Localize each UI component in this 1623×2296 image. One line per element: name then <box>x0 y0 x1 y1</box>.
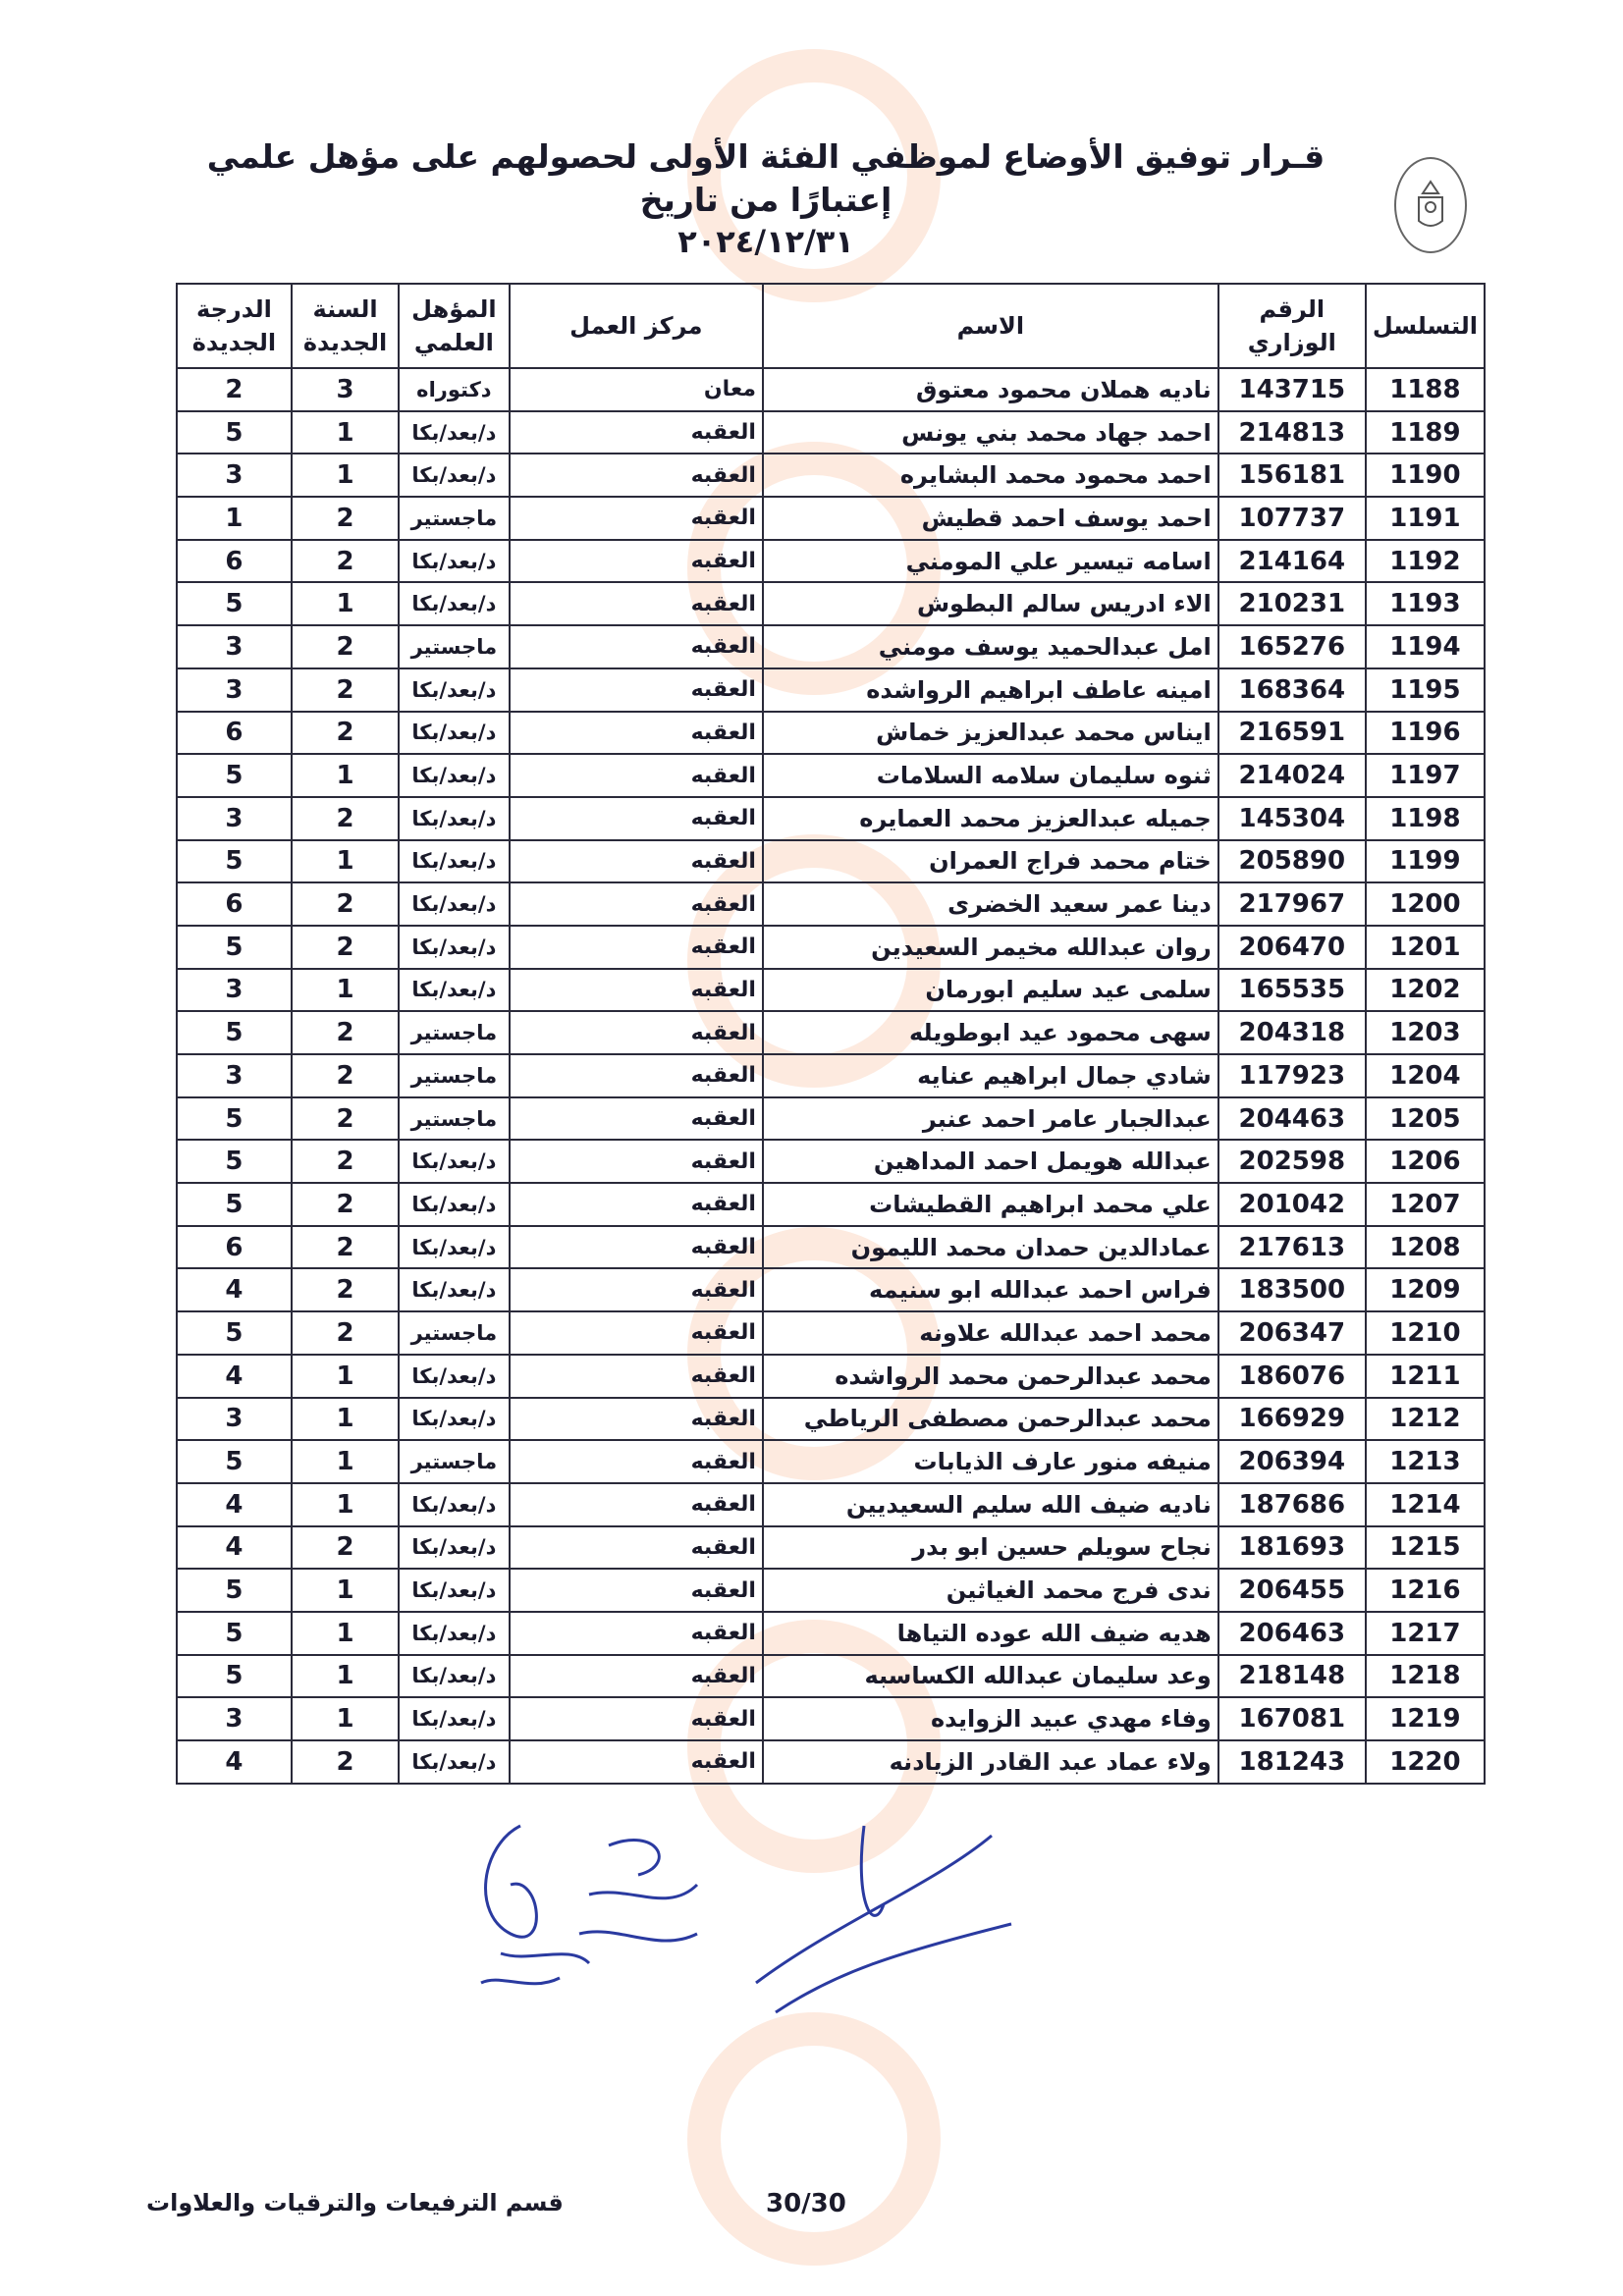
cell-ministry-id: 181693 <box>1218 1526 1366 1570</box>
cell-new-year: 2 <box>292 926 399 969</box>
cell-name: دينا عمر سعيد الخضرى <box>763 882 1218 926</box>
cell-ministry-id: 107737 <box>1218 497 1366 540</box>
cell-serial: 1204 <box>1366 1054 1485 1097</box>
cell-ministry-id: 202598 <box>1218 1140 1366 1183</box>
cell-new-year: 1 <box>292 1655 399 1698</box>
cell-qualification: د/بعد/بكا <box>399 1740 509 1784</box>
cell-ministry-id: 168364 <box>1218 668 1366 712</box>
cell-work-center: العقبه <box>510 882 763 926</box>
cell-qualification: د/بعد/بكا <box>399 454 509 497</box>
col-header-new-year: السنة الجديدة <box>292 284 399 368</box>
table-row <box>177 1526 1485 1570</box>
document-title: قـرار توفيق الأوضاع لموظفي الفئة الأولى لحصولهم على مؤهل علمي إعتبارًا من تاريخ <box>206 137 1325 219</box>
cell-qualification: ماجستير <box>399 1311 509 1355</box>
cell-new-grade: 5 <box>177 926 292 969</box>
table-row <box>177 540 1485 583</box>
cell-ministry-id: 117923 <box>1218 1054 1366 1097</box>
cell-new-grade: 5 <box>177 840 292 883</box>
cell-work-center: العقبه <box>510 582 763 625</box>
cell-new-grade: 4 <box>177 1355 292 1398</box>
signature <box>461 1787 1031 2052</box>
table-row <box>177 1697 1485 1740</box>
cell-work-center: العقبه <box>510 1355 763 1398</box>
table-row <box>177 497 1485 540</box>
cell-ministry-id: 143715 <box>1218 368 1366 411</box>
cell-ministry-id: 214813 <box>1218 411 1366 454</box>
cell-new-grade: 3 <box>177 625 292 668</box>
cell-new-grade: 6 <box>177 882 292 926</box>
cell-name: وعد سليمان عبدالله الكساسبه <box>763 1655 1218 1698</box>
cell-name: اسامه تيسير علي المومني <box>763 540 1218 583</box>
title-block <box>157 135 1375 261</box>
cell-qualification: ماجستير <box>399 1440 509 1483</box>
cell-new-year: 2 <box>292 712 399 755</box>
table-row <box>177 1183 1485 1226</box>
cell-new-year: 1 <box>292 411 399 454</box>
cell-qualification: ماجستير <box>399 1054 509 1097</box>
cell-qualification: د/بعد/بكا <box>399 582 509 625</box>
cell-new-grade: 5 <box>177 1569 292 1612</box>
cell-qualification: د/بعد/بكا <box>399 754 509 797</box>
cell-qualification: د/بعد/بكا <box>399 1697 509 1740</box>
cell-name: محمد عبدالرحمن مصطفى الرياطي <box>763 1398 1218 1441</box>
cell-name: وفاء مهدي عبيد الزوايده <box>763 1697 1218 1740</box>
cell-qualification: د/بعد/بكا <box>399 1526 509 1570</box>
cell-work-center: العقبه <box>510 540 763 583</box>
document-date: ٢٠٢٤/١٢/٣١ <box>677 223 854 260</box>
cell-serial: 1190 <box>1366 454 1485 497</box>
cell-new-year: 2 <box>292 1268 399 1311</box>
cell-new-year: 2 <box>292 1054 399 1097</box>
cell-new-year: 1 <box>292 754 399 797</box>
cell-new-year: 1 <box>292 1355 399 1398</box>
cell-new-year: 1 <box>292 582 399 625</box>
cell-name: الاء ادريس سالم البطوش <box>763 582 1218 625</box>
cell-work-center: العقبه <box>510 1569 763 1612</box>
table-row <box>177 1440 1485 1483</box>
cell-name: ناديه هملان محمود معتوق <box>763 368 1218 411</box>
cell-qualification: د/بعد/بكا <box>399 1183 509 1226</box>
cell-serial: 1216 <box>1366 1569 1485 1612</box>
cell-name: ثنوه سليمان سلامه السلامات <box>763 754 1218 797</box>
cell-qualification: د/بعد/بكا <box>399 840 509 883</box>
cell-serial: 1217 <box>1366 1612 1485 1655</box>
cell-work-center: العقبه <box>510 1226 763 1269</box>
cell-new-year: 2 <box>292 1140 399 1183</box>
table-row <box>177 754 1485 797</box>
table-row <box>177 582 1485 625</box>
cell-serial: 1219 <box>1366 1697 1485 1740</box>
cell-serial: 1197 <box>1366 754 1485 797</box>
cell-name: شادي جمال ابراهيم عنايه <box>763 1054 1218 1097</box>
cell-serial: 1193 <box>1366 582 1485 625</box>
cell-new-year: 2 <box>292 1226 399 1269</box>
cell-serial: 1189 <box>1366 411 1485 454</box>
cell-serial: 1196 <box>1366 712 1485 755</box>
cell-name: ايناس محمد عبدالعزيز خماش <box>763 712 1218 755</box>
cell-qualification: د/بعد/بكا <box>399 1226 509 1269</box>
cell-name: ولاء عماد عبد القادر الزيادنه <box>763 1740 1218 1784</box>
col-header-qualification: المؤهل العلمي <box>399 284 509 368</box>
cell-new-grade: 3 <box>177 668 292 712</box>
cell-name: نجاح سويلم حسين ابو بدر <box>763 1526 1218 1570</box>
cell-serial: 1211 <box>1366 1355 1485 1398</box>
cell-qualification: د/بعد/بكا <box>399 540 509 583</box>
cell-ministry-id: 156181 <box>1218 454 1366 497</box>
cell-ministry-id: 206470 <box>1218 926 1366 969</box>
cell-new-grade: 6 <box>177 712 292 755</box>
table-row <box>177 668 1485 712</box>
cell-work-center: العقبه <box>510 454 763 497</box>
cell-work-center: العقبه <box>510 497 763 540</box>
cell-name: ناديه ضيف الله سليم السعيديين <box>763 1483 1218 1526</box>
cell-serial: 1218 <box>1366 1655 1485 1698</box>
cell-qualification: ماجستير <box>399 1011 509 1054</box>
cell-ministry-id: 206463 <box>1218 1612 1366 1655</box>
table-row <box>177 625 1485 668</box>
cell-new-year: 2 <box>292 1183 399 1226</box>
cell-ministry-id: 165276 <box>1218 625 1366 668</box>
cell-ministry-id: 187686 <box>1218 1483 1366 1526</box>
col-header-new-grade: الدرجة الجديدة <box>177 284 292 368</box>
cell-serial: 1212 <box>1366 1398 1485 1441</box>
cell-new-grade: 1 <box>177 497 292 540</box>
cell-serial: 1192 <box>1366 540 1485 583</box>
cell-ministry-id: 206455 <box>1218 1569 1366 1612</box>
cell-new-grade: 2 <box>177 368 292 411</box>
cell-new-grade: 5 <box>177 1440 292 1483</box>
cell-qualification: د/بعد/بكا <box>399 797 509 840</box>
cell-new-year: 2 <box>292 540 399 583</box>
cell-name: سهى محمود عيد ابوطويله <box>763 1011 1218 1054</box>
cell-work-center: العقبه <box>510 1398 763 1441</box>
cell-new-grade: 5 <box>177 1183 292 1226</box>
table-header-row <box>177 284 1485 368</box>
cell-serial: 1203 <box>1366 1011 1485 1054</box>
cell-work-center: العقبه <box>510 969 763 1012</box>
cell-serial: 1215 <box>1366 1526 1485 1570</box>
cell-name: امل عبدالحميد يوسف مومني <box>763 625 1218 668</box>
table-row <box>177 1569 1485 1612</box>
cell-new-grade: 5 <box>177 411 292 454</box>
table-row <box>177 1612 1485 1655</box>
cell-new-year: 2 <box>292 1311 399 1355</box>
page-number: 30/30 <box>766 2189 846 2218</box>
table-row <box>177 840 1485 883</box>
footer-department: قسم الترفيعات والترقيات والعلاوات <box>146 2189 564 2216</box>
cell-ministry-id: 165535 <box>1218 969 1366 1012</box>
cell-new-year: 1 <box>292 454 399 497</box>
cell-serial: 1208 <box>1366 1226 1485 1269</box>
cell-serial: 1214 <box>1366 1483 1485 1526</box>
col-header-ministry-id: الرقم الوزاري <box>1218 284 1366 368</box>
cell-serial: 1207 <box>1366 1183 1485 1226</box>
cell-qualification: د/بعد/بكا <box>399 712 509 755</box>
cell-serial: 1188 <box>1366 368 1485 411</box>
cell-new-grade: 3 <box>177 1697 292 1740</box>
cell-work-center: العقبه <box>510 1740 763 1784</box>
cell-ministry-id: 214024 <box>1218 754 1366 797</box>
cell-name: ندى فرج محمد الغياثين <box>763 1569 1218 1612</box>
cell-qualification: د/بعد/بكا <box>399 1655 509 1698</box>
cell-name: عبدالله هويمل احمد المداهين <box>763 1140 1218 1183</box>
cell-new-year: 2 <box>292 497 399 540</box>
employees-table <box>176 283 1486 1785</box>
cell-work-center: العقبه <box>510 1311 763 1355</box>
cell-qualification: د/بعد/بكا <box>399 1268 509 1311</box>
cell-name: عمادالدين حمدان محمد الليمون <box>763 1226 1218 1269</box>
cell-ministry-id: 204318 <box>1218 1011 1366 1054</box>
table-row <box>177 969 1485 1012</box>
cell-work-center: العقبه <box>510 1097 763 1141</box>
cell-ministry-id: 181243 <box>1218 1740 1366 1784</box>
cell-qualification: د/بعد/بكا <box>399 1140 509 1183</box>
cell-serial: 1206 <box>1366 1140 1485 1183</box>
cell-new-grade: 3 <box>177 969 292 1012</box>
cell-ministry-id: 206394 <box>1218 1440 1366 1483</box>
cell-qualification: د/بعد/بكا <box>399 882 509 926</box>
cell-work-center: العقبه <box>510 1440 763 1483</box>
cell-work-center: العقبه <box>510 411 763 454</box>
cell-name: منيفه منور عارف الذيابات <box>763 1440 1218 1483</box>
cell-work-center: العقبه <box>510 1655 763 1698</box>
cell-name: امينه عاطف ابراهيم الرواشده <box>763 668 1218 712</box>
cell-new-grade: 5 <box>177 754 292 797</box>
cell-ministry-id: 217613 <box>1218 1226 1366 1269</box>
table-row <box>177 882 1485 926</box>
cell-new-year: 1 <box>292 1440 399 1483</box>
cell-ministry-id: 183500 <box>1218 1268 1366 1311</box>
table-row <box>177 1054 1485 1097</box>
cell-qualification: ماجستير <box>399 1097 509 1141</box>
cell-new-grade: 3 <box>177 1398 292 1441</box>
cell-work-center: معان <box>510 368 763 411</box>
cell-ministry-id: 218148 <box>1218 1655 1366 1698</box>
cell-new-grade: 5 <box>177 1311 292 1355</box>
cell-new-year: 2 <box>292 1011 399 1054</box>
table-row <box>177 411 1485 454</box>
cell-ministry-id: 205890 <box>1218 840 1366 883</box>
cell-name: هديه ضيف الله عوده التياها <box>763 1612 1218 1655</box>
cell-ministry-id: 166929 <box>1218 1398 1366 1441</box>
cell-work-center: العقبه <box>510 625 763 668</box>
cell-name: احمد جهاد محمد بني يونس <box>763 411 1218 454</box>
table-row <box>177 797 1485 840</box>
cell-name: محمد عبدالرحمن محمد الرواشده <box>763 1355 1218 1398</box>
table-row <box>177 1226 1485 1269</box>
table-row <box>177 1740 1485 1784</box>
cell-work-center: العقبه <box>510 1140 763 1183</box>
cell-ministry-id: 145304 <box>1218 797 1366 840</box>
cell-serial: 1200 <box>1366 882 1485 926</box>
cell-serial: 1220 <box>1366 1740 1485 1784</box>
cell-qualification: د/بعد/بكا <box>399 1398 509 1441</box>
cell-qualification: ماجستير <box>399 497 509 540</box>
cell-qualification: دكتوراه <box>399 368 509 411</box>
cell-serial: 1209 <box>1366 1268 1485 1311</box>
cell-serial: 1194 <box>1366 625 1485 668</box>
cell-new-grade: 5 <box>177 1655 292 1698</box>
cell-name: ختام محمد فراج العمران <box>763 840 1218 883</box>
cell-work-center: العقبه <box>510 1483 763 1526</box>
cell-new-year: 2 <box>292 625 399 668</box>
table-row <box>177 1311 1485 1355</box>
cell-name: عبدالجبار عامر احمد عنبر <box>763 1097 1218 1141</box>
cell-ministry-id: 216591 <box>1218 712 1366 755</box>
cell-ministry-id: 217967 <box>1218 882 1366 926</box>
table-row <box>177 1483 1485 1526</box>
cell-new-year: 3 <box>292 368 399 411</box>
table-row <box>177 368 1485 411</box>
cell-new-year: 2 <box>292 1740 399 1784</box>
cell-name: جميله عبدالعزيز محمد العمايره <box>763 797 1218 840</box>
table-row <box>177 1140 1485 1183</box>
cell-new-grade: 3 <box>177 454 292 497</box>
cell-new-year: 1 <box>292 1569 399 1612</box>
cell-new-year: 1 <box>292 969 399 1012</box>
cell-qualification: د/بعد/بكا <box>399 926 509 969</box>
cell-new-grade: 5 <box>177 1097 292 1141</box>
cell-name: فراس احمد عبدالله ابو سنيمه <box>763 1268 1218 1311</box>
cell-new-year: 1 <box>292 1398 399 1441</box>
cell-new-grade: 5 <box>177 1011 292 1054</box>
cell-qualification: د/بعد/بكا <box>399 668 509 712</box>
cell-serial: 1195 <box>1366 668 1485 712</box>
cell-work-center: العقبه <box>510 797 763 840</box>
col-header-serial: التسلسل <box>1366 284 1485 368</box>
cell-new-year: 1 <box>292 1483 399 1526</box>
cell-new-year: 1 <box>292 1612 399 1655</box>
cell-serial: 1201 <box>1366 926 1485 969</box>
cell-qualification: د/بعد/بكا <box>399 1355 509 1398</box>
cell-qualification: ماجستير <box>399 625 509 668</box>
cell-new-grade: 5 <box>177 1612 292 1655</box>
cell-ministry-id: 186076 <box>1218 1355 1366 1398</box>
cell-new-grade: 5 <box>177 1140 292 1183</box>
cell-name: علي محمد ابراهيم القطيشات <box>763 1183 1218 1226</box>
cell-qualification: د/بعد/بكا <box>399 1612 509 1655</box>
cell-new-grade: 4 <box>177 1740 292 1784</box>
cell-new-year: 2 <box>292 797 399 840</box>
cell-name: احمد يوسف احمد قطيش <box>763 497 1218 540</box>
cell-new-grade: 4 <box>177 1483 292 1526</box>
cell-work-center: العقبه <box>510 1054 763 1097</box>
col-header-name: الاسم <box>763 284 1218 368</box>
cell-new-year: 2 <box>292 1526 399 1570</box>
cell-new-year: 2 <box>292 1097 399 1141</box>
cell-work-center: العقبه <box>510 1612 763 1655</box>
emblem-icon <box>1394 157 1467 253</box>
col-header-work-center: مركز العمل <box>510 284 763 368</box>
cell-serial: 1199 <box>1366 840 1485 883</box>
table-row <box>177 454 1485 497</box>
cell-work-center: العقبه <box>510 754 763 797</box>
cell-new-grade: 4 <box>177 1268 292 1311</box>
cell-work-center: العقبه <box>510 1183 763 1226</box>
cell-new-grade: 6 <box>177 1226 292 1269</box>
cell-work-center: العقبه <box>510 1697 763 1740</box>
cell-name: احمد محمود محمد البشايره <box>763 454 1218 497</box>
cell-serial: 1210 <box>1366 1311 1485 1355</box>
cell-work-center: العقبه <box>510 1011 763 1054</box>
cell-new-grade: 6 <box>177 540 292 583</box>
cell-work-center: العقبه <box>510 840 763 883</box>
cell-new-year: 2 <box>292 668 399 712</box>
cell-name: محمد احمد عبدالله علاونه <box>763 1311 1218 1355</box>
cell-work-center: العقبه <box>510 712 763 755</box>
cell-name: روان عبدالله مخيمر السعيدين <box>763 926 1218 969</box>
cell-ministry-id: 167081 <box>1218 1697 1366 1740</box>
cell-ministry-id: 204463 <box>1218 1097 1366 1141</box>
cell-new-grade: 4 <box>177 1526 292 1570</box>
cell-serial: 1202 <box>1366 969 1485 1012</box>
cell-work-center: العقبه <box>510 1268 763 1311</box>
cell-work-center: العقبه <box>510 1526 763 1570</box>
cell-ministry-id: 201042 <box>1218 1183 1366 1226</box>
table-row <box>177 1655 1485 1698</box>
cell-serial: 1205 <box>1366 1097 1485 1141</box>
cell-serial: 1191 <box>1366 497 1485 540</box>
cell-new-year: 1 <box>292 840 399 883</box>
cell-new-grade: 3 <box>177 797 292 840</box>
cell-work-center: العقبه <box>510 926 763 969</box>
table-row <box>177 1398 1485 1441</box>
cell-new-grade: 3 <box>177 1054 292 1097</box>
cell-new-grade: 5 <box>177 582 292 625</box>
cell-ministry-id: 210231 <box>1218 582 1366 625</box>
cell-qualification: د/بعد/بكا <box>399 1483 509 1526</box>
cell-ministry-id: 206347 <box>1218 1311 1366 1355</box>
cell-qualification: د/بعد/بكا <box>399 969 509 1012</box>
cell-name: سلمى عيد سليم ابورمان <box>763 969 1218 1012</box>
cell-new-year: 1 <box>292 1697 399 1740</box>
table-row <box>177 1355 1485 1398</box>
cell-serial: 1213 <box>1366 1440 1485 1483</box>
cell-ministry-id: 214164 <box>1218 540 1366 583</box>
cell-work-center: العقبه <box>510 668 763 712</box>
table-row <box>177 1097 1485 1141</box>
table-row <box>177 1268 1485 1311</box>
cell-serial: 1198 <box>1366 797 1485 840</box>
cell-qualification: د/بعد/بكا <box>399 411 509 454</box>
table-row <box>177 712 1485 755</box>
cell-qualification: د/بعد/بكا <box>399 1569 509 1612</box>
table-row <box>177 1011 1485 1054</box>
cell-new-year: 2 <box>292 882 399 926</box>
table-row <box>177 926 1485 969</box>
